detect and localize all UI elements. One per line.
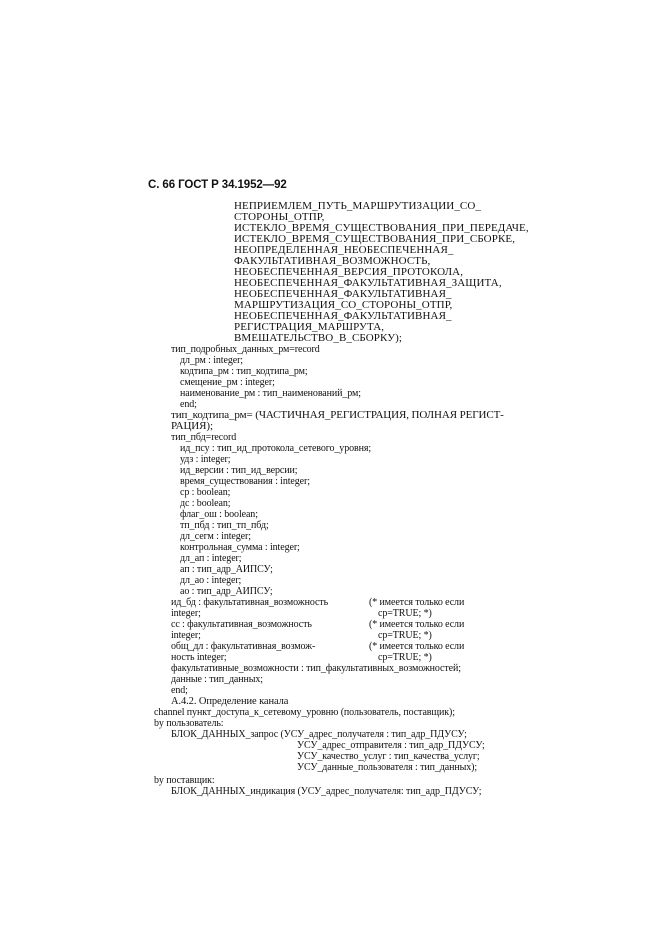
code-line: дл_рм : integer; [180, 355, 243, 366]
code-line: общ_дл : факультативная_возмож- [171, 641, 316, 652]
code-comment: ср=TRUE; *) [378, 652, 432, 663]
code-line: ид_псу : тип_ид_протокола_сетевого_уровня; [180, 443, 372, 454]
code-line: тип_подробных_данных_рм=record [171, 344, 320, 355]
enum-line: СТОРОНЫ_ОТПР, [234, 211, 325, 223]
enum-line: ИСТЕКЛО_ВРЕМЯ_СУЩЕСТВОВАНИЯ_ПРИ_ПЕРЕДАЧЕ, [234, 222, 529, 234]
code-line: дл_ап : integer; [180, 553, 242, 564]
code-line: ность integer; [171, 652, 227, 663]
code-line: флаг_ош : boolean; [180, 509, 258, 520]
code-line: ап : тип_адр_АИПСУ; [180, 564, 273, 575]
enum-line: НЕОПРЕДЕЛЕННАЯ_НЕОБЕСПЕЧЕННАЯ_ [234, 244, 454, 256]
code-line: channel пункт_доступа_к_сетевому_уровню (пользователь, поставщик); [154, 707, 455, 718]
code-line: тп_пбд : тип_тп_пбд; [180, 520, 269, 531]
code-line: данные : тип_данных; [171, 674, 263, 685]
code-comment: ср=TRUE; *) [378, 608, 432, 619]
code-comment: ср=TRUE; *) [378, 630, 432, 641]
enum-line: ИСТЕКЛО_ВРЕМЯ_СУЩЕСТВОВАНИЯ_ПРИ_СБОРКЕ, [234, 233, 516, 245]
code-comment: (* имеется только если [369, 641, 465, 652]
code-line: дл_ао : integer; [180, 575, 242, 586]
code-line: ид_бд : факультативная_возможность [171, 597, 329, 608]
code-line: дс : boolean; [180, 498, 231, 509]
code-line: УСУ_качество_услуг : тип_качества_услуг; [297, 751, 480, 762]
code-line: сс : факультативная_возможность [171, 619, 312, 630]
code-line: ср : boolean; [180, 487, 231, 498]
code-comment: (* имеется только если [369, 619, 465, 630]
code-line: by пользователь: [154, 718, 224, 729]
enum-line: ВМЕШАТЕЛЬСТВО_В_СБОРКУ); [234, 332, 403, 344]
enum-line: НЕОБЕСПЕЧЕННАЯ_ФАКУЛЬТАТИВНАЯ_ [234, 310, 452, 322]
code-line: удз : integer; [180, 454, 231, 465]
code-line: факультативные_возможности : тип_факультативных_возможностей; [171, 663, 461, 674]
enum-line: НЕПРИЕМЛЕМ_ПУТЬ_МАРШРУТИЗАЦИИ_СО_ [234, 200, 481, 212]
enum-line: ФАКУЛЬТАТИВНАЯ_ВОЗМОЖНОСТЬ, [234, 255, 431, 267]
enum-line: РЕГИСТРАЦИЯ_МАРШРУТА, [234, 321, 385, 333]
code-line: integer; [171, 608, 201, 619]
code-line: смещение_рм : integer; [180, 377, 275, 388]
code-line: РАЦИЯ); [171, 420, 213, 432]
code-line: тип_кодтипа_рм= (ЧАСТИЧНАЯ_РЕГИСТРАЦИЯ, ПОЛНАЯ РЕГИСТ- [171, 409, 504, 421]
code-line: УСУ_адрес_отправителя : тип_адр_ПДУСУ; [297, 740, 485, 751]
enum-line: НЕОБЕСПЕЧЕННАЯ_ВЕРСИЯ_ПРОТОКОЛА, [234, 266, 464, 278]
code-line: кодтипа_рм : тип_кодтипа_рм; [180, 366, 308, 377]
code-comment: (* имеется только если [369, 597, 465, 608]
code-line: ао : тип_адр_АИПСУ; [180, 586, 273, 597]
code-line: end; [180, 399, 197, 410]
code-line: время_существования : integer; [180, 476, 310, 487]
code-line: УСУ_данные_пользователя : тип_данных); [297, 762, 478, 773]
code-line: тип_пбд=record [171, 432, 237, 443]
enum-line: МАРШРУТИЗАЦИЯ_СО_СТОРОНЫ_ОТПР, [234, 299, 453, 311]
code-line: контрольная_сумма : integer; [180, 542, 300, 553]
code-line: дл_сегм : integer; [180, 531, 251, 542]
enum-line: НЕОБЕСПЕЧЕННАЯ_ФАКУЛЬТАТИВНАЯ_ [234, 288, 452, 300]
section-heading: А.4.2. Определение канала [171, 696, 289, 707]
code-line: наименование_рм : тип_наименований_рм; [180, 388, 361, 399]
code-line: by поставщик: [154, 775, 215, 786]
code-line: integer; [171, 630, 201, 641]
code-line: БЛОК_ДАННЫХ_индикация (УСУ_адрес_получателя: тип_адр_ПДУСУ; [171, 786, 482, 797]
code-line: ид_версии : тип_ид_версии; [180, 465, 298, 476]
code-line: БЛОК_ДАННЫХ_запрос (УСУ_адрес_получателя : тип_адр_ПДУСУ; [171, 729, 467, 740]
enum-line: НЕОБЕСПЕЧЕННАЯ_ФАКУЛЬТАТИВНАЯ_ЗАЩИТА, [234, 277, 502, 289]
page-header: С. 66 ГОСТ Р 34.1952—92 [148, 179, 287, 191]
code-line: end; [171, 685, 188, 696]
